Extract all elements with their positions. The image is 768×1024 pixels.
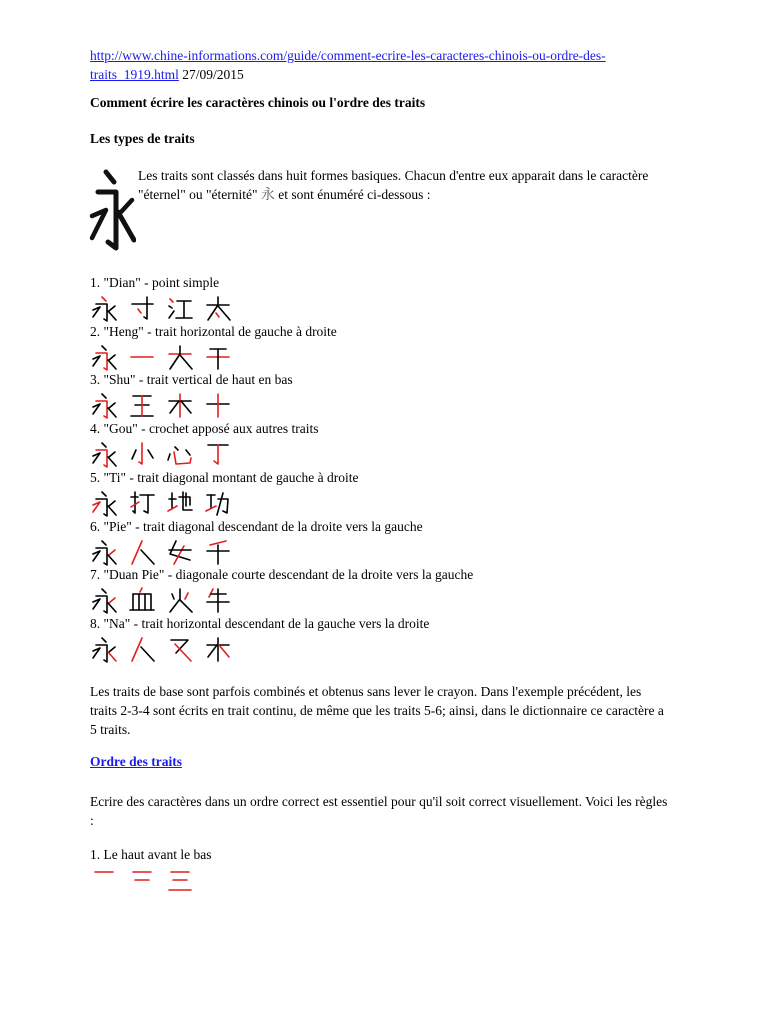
chinese-character-glyph <box>166 866 194 894</box>
chinese-character-glyph <box>204 538 232 566</box>
stroke-type-label: 7. "Duan Pie" - diagonale courte descendant de la droite vers la gauche <box>90 567 474 583</box>
chinese-character-glyph <box>204 294 232 322</box>
chinese-character-glyph <box>204 635 232 663</box>
chinese-character-glyph <box>204 343 232 371</box>
stroke-type-item <box>90 323 337 371</box>
chinese-character-glyph <box>166 635 194 663</box>
chinese-character-glyph <box>128 866 156 894</box>
document-title: Comment écrire les caractères chinois ou l'ordre des traits <box>90 95 426 110</box>
stroke-type-label: 1. "Dian" - point simple <box>90 275 220 290</box>
chinese-character-glyph <box>166 489 194 517</box>
chinese-character-glyph <box>166 343 194 371</box>
stroke-example-characters <box>90 586 473 614</box>
stroke-type-label: 4. "Gou" - crochet apposé aux autres traits <box>90 421 319 437</box>
intro-text: Les traits sont classés dans huit formes basiques. Chacun d'entre eux apparait dans le caractère "éternel" ou "éternité" <box>138 168 649 202</box>
stroke-type-label: 8. "Na" - trait horizontal descendant de la gauche vers la droite <box>90 615 430 631</box>
stroke-type-item <box>90 566 473 614</box>
chinese-character-glyph <box>128 391 156 419</box>
stroke-type-label: 5. "Ti" - trait diagonal montant de gauche à droite <box>90 469 359 485</box>
source-link[interactable]: http://www.chine-informations.com/guide/comment-ecrire-les-caracteres-chinois-ou-ordre-des-traits_1919.html <box>90 48 606 82</box>
stroke-type-label: 6. "Pie" - trait diagonal descendant de la droite vers la gauche <box>90 518 423 534</box>
chinese-character-glyph <box>128 294 156 322</box>
chinese-character-glyph <box>166 391 194 419</box>
chinese-character-glyph <box>166 538 194 566</box>
chinese-character-glyph <box>204 489 232 517</box>
stroke-order-link[interactable]: Ordre des traits <box>90 754 182 769</box>
stroke-example-characters <box>90 391 293 419</box>
stroke-example-characters <box>90 343 337 371</box>
chinese-character-glyph <box>90 586 118 614</box>
stroke-type-label: 3. "Shu" - trait vertical de haut en bas <box>90 372 293 388</box>
chinese-character-glyph <box>90 343 118 371</box>
stroke-example-characters <box>90 538 423 566</box>
chinese-character-glyph <box>90 294 118 322</box>
chinese-character-glyph <box>90 391 118 419</box>
chinese-character-glyph <box>128 538 156 566</box>
chinese-character-glyph <box>90 440 118 468</box>
intro-paragraph <box>138 166 658 205</box>
stroke-example-characters <box>90 294 232 322</box>
chinese-character-glyph <box>166 586 194 614</box>
stroke-example-characters <box>90 635 429 663</box>
section-heading-types: Les types de traits <box>90 131 195 146</box>
chinese-character-glyph <box>90 538 118 566</box>
section-link-stroke-order <box>90 754 182 770</box>
chinese-character-glyph <box>204 440 232 468</box>
stroke-example-characters <box>90 440 318 468</box>
chinese-character-glyph <box>204 391 232 419</box>
stroke-type-item <box>90 469 358 517</box>
yong-large-character-image <box>88 160 136 260</box>
combined-strokes-paragraph: Les traits de base sont parfois combinés et obtenus sans lever le crayon. Dans l'exemple précédent, les traits 2-3-4 sont écrits en trait continu, de même que les traits 5-6; ainsi, dans le dictionnaire ce caractère a 5 traits. <box>90 684 664 737</box>
chinese-character-glyph <box>128 489 156 517</box>
chinese-character-glyph <box>90 635 118 663</box>
source-date: 27/09/2015 <box>182 67 244 82</box>
stroke-type-item <box>90 420 318 468</box>
intro-text-end: et sont énuméré ci-dessous : <box>278 187 431 202</box>
stroke-type-item <box>90 371 293 419</box>
stroke-example-characters <box>90 489 358 517</box>
stroke-type-item <box>90 518 423 566</box>
rule-1-characters <box>90 866 194 894</box>
intro-character: 永 <box>260 187 275 203</box>
chinese-character-glyph <box>204 586 232 614</box>
chinese-character-glyph <box>128 635 156 663</box>
chinese-character-glyph <box>90 489 118 517</box>
stroke-type-item <box>90 615 429 663</box>
chinese-character-glyph <box>90 866 118 894</box>
chinese-character-glyph <box>128 586 156 614</box>
source-line <box>90 46 650 84</box>
chinese-character-glyph <box>166 294 194 322</box>
stroke-type-item <box>90 274 232 322</box>
chinese-character-glyph <box>166 440 194 468</box>
chinese-character-glyph <box>128 343 156 371</box>
stroke-type-label: 2. "Heng" - trait horizontal de gauche à droite <box>90 323 337 339</box>
stroke-order-intro: Ecrire des caractères dans un ordre correct est essentiel pour qu'il soit correct visuellement. Voici les règles : <box>90 794 668 828</box>
chinese-character-glyph <box>128 440 156 468</box>
rule-1-label: 1. Le haut avant le bas <box>90 847 212 862</box>
